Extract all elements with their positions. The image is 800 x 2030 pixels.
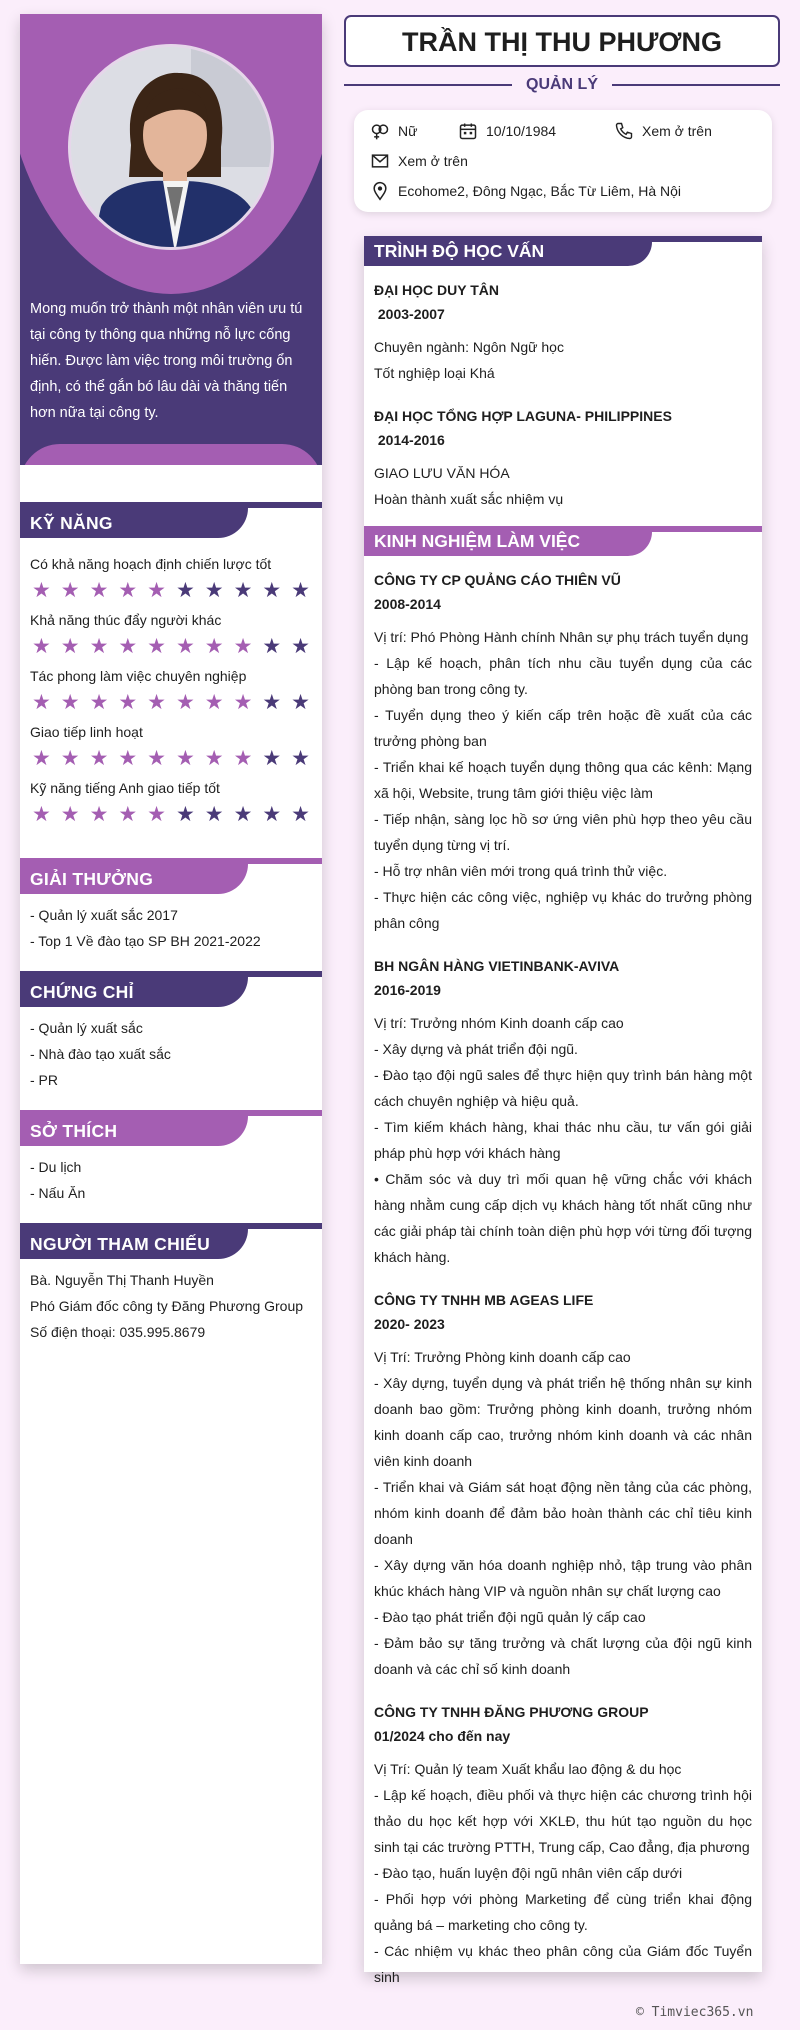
star-icon: ★	[89, 579, 109, 602]
star-icon: ★	[262, 747, 282, 770]
skills-section	[20, 502, 322, 826]
reference-name: Bà. Nguyễn Thị Thanh Huyền	[30, 1272, 214, 1288]
star-icon: ★	[118, 803, 138, 826]
star-icon: ★	[175, 747, 195, 770]
star-icon: ★	[204, 635, 224, 658]
star-icon: ★	[89, 803, 109, 826]
star-icon: ★	[262, 803, 282, 826]
candidate-name: TRẦN THỊ THU PHƯƠNG	[344, 15, 780, 67]
star-icon: ★	[204, 579, 224, 602]
skill-name: Kỹ năng tiếng Anh giao tiếp tốt	[30, 780, 220, 796]
star-icon: ★	[233, 803, 253, 826]
star-icon: ★	[89, 747, 109, 770]
skill-rating	[30, 580, 312, 602]
spacer	[374, 1270, 752, 1284]
star-icon: ★	[31, 635, 51, 658]
company-name: CÔNG TY TNHH MB AGEAS LIFE	[374, 1292, 594, 1308]
awards-section	[20, 858, 322, 954]
work-detail: - Xây dựng, tuyển dụng và phát triển hệ thống nhân sự kinh doanh bao gồm: Trưởng phòng kinh doanh, trưởng nhóm kinh doanh cấp cao, trưởng nhóm kinh doanh và các nhân viên kinh doanh	[374, 1375, 752, 1469]
star-icon: ★	[147, 579, 166, 602]
spacer	[374, 326, 752, 334]
list-item: - Du lịch	[30, 1159, 82, 1175]
star-icon: ★	[233, 691, 253, 714]
star-icon: ★	[60, 691, 80, 714]
skills-title: KỸ NĂNG	[30, 513, 113, 533]
work-detail: Vị trí: Phó Phòng Hành chính Nhân sự phụ trách tuyển dụng	[374, 629, 749, 645]
work-detail: - Lập kế hoạch, phân tích nhu cầu tuyển dụng của các phòng ban trong công ty.	[374, 655, 752, 697]
work-detail: - Hỗ trợ nhân viên mới trong quá trình thử việc.	[374, 863, 668, 879]
skill-name: Tác phong làm việc chuyên nghiệp	[30, 668, 247, 684]
company-name: BH NGÂN HÀNG VIETINBANK-AVIVA	[374, 958, 620, 974]
star-icon: ★	[118, 579, 138, 602]
reference-position: Phó Giám đốc công ty Đăng Phương Group	[30, 1298, 304, 1314]
references-header	[20, 1223, 322, 1259]
work-detail: - Phối hợp với phòng Marketing để cùng triển khai động quảng bá – marketing cho công ty.	[374, 1891, 752, 1933]
star-icon: ★	[233, 579, 253, 602]
skill-rating	[30, 636, 312, 658]
work-detail: - Thực hiện các công việc, nghiệp vụ khác do trưởng phòng phân công	[374, 889, 752, 931]
list-item: - Quản lý xuất sắc 2017	[30, 907, 178, 923]
list-item: - Top 1 Về đào tạo SP BH 2021-2022	[30, 933, 261, 949]
star-icon: ★	[60, 579, 80, 602]
reference-phone: Số điện thoại: 035.995.8679	[30, 1324, 206, 1340]
profile-panel	[20, 14, 322, 465]
certificates-section	[20, 971, 322, 1093]
awards-header	[20, 858, 322, 894]
work-detail: - Triển khai kế hoạch tuyển dụng thông qua các kênh: Mạng xã hội, Website, trung tâm giới thiệu việc làm	[374, 759, 752, 801]
star-icon: ★	[31, 747, 51, 770]
work-detail: - Triển khai và Giám sát hoạt động nền tảng của các phòng, nhóm kinh doanh để đảm bảo hoàn thành các chỉ tiêu kinh doanh	[374, 1479, 752, 1547]
company-name: CÔNG TY TNHH ĐĂNG PHƯƠNG GROUP	[374, 1704, 649, 1720]
gender-icon	[370, 121, 390, 141]
skill-name: Khả năng thúc đẩy người khác	[30, 612, 222, 628]
right-column	[364, 236, 762, 1985]
list-item: - Nhà đào tạo xuất sắc	[30, 1046, 171, 1062]
hobbies-title: SỞ THÍCH	[30, 1121, 118, 1141]
star-icon: ★	[204, 691, 224, 714]
references-section	[20, 1223, 322, 1345]
references-title: NGƯỜI THAM CHIẾU	[30, 1234, 211, 1254]
spacer	[374, 452, 752, 460]
education-detail: GIAO LƯU VĂN HÓA	[374, 465, 510, 481]
spacer	[374, 386, 752, 400]
profile-bottom-arc	[20, 444, 322, 465]
star-icon: ★	[262, 579, 282, 602]
skills-header	[20, 502, 322, 538]
footer-credit: © Timviec365.vn	[636, 2005, 754, 2020]
contact-box	[354, 110, 772, 212]
star-icon: ★	[291, 691, 310, 714]
star-icon: ★	[60, 747, 80, 770]
school-period: 2014-2016	[374, 432, 445, 448]
job-title: QUẢN LÝ	[512, 73, 612, 97]
phone-value: Xem ở trên	[642, 123, 712, 139]
phone-icon	[614, 121, 634, 141]
star-icon: ★	[291, 579, 310, 602]
work-detail: - Đào tạo đội ngũ sales để thực hiện quy trình bán hàng một cách chuyên nghiệp và hiệu quả.	[374, 1067, 752, 1109]
work-detail: Vị trí: Trưởng nhóm Kinh doanh cấp cao	[374, 1015, 624, 1031]
dob-value: 10/10/1984	[486, 123, 557, 139]
skill-rating	[30, 804, 312, 826]
work-detail: Vị Trí: Trưởng Phòng kinh doanh cấp cao	[374, 1349, 631, 1365]
star-icon: ★	[60, 635, 80, 658]
education-list	[364, 266, 762, 512]
skills-list	[20, 538, 322, 826]
star-icon: ★	[291, 747, 310, 770]
spacer	[374, 1682, 752, 1696]
spacer	[374, 1748, 752, 1756]
list-item: - Quản lý xuất sắc	[30, 1020, 143, 1036]
work-detail: - Tiếp nhận, sàng lọc hồ sơ ứng viên phù hợp theo yêu cầu tuyển dụng từng vị trí.	[374, 811, 752, 853]
work-detail: - Xây dựng văn hóa doanh nghiệp nhỏ, tập trung vào phân khúc khách hàng VIP và nguồn nhân sự chất lượng cao	[374, 1557, 752, 1599]
certificates-title: CHỨNG CHỈ	[30, 982, 134, 1002]
star-icon: ★	[204, 803, 224, 826]
left-column	[20, 14, 322, 1964]
references-list	[20, 1259, 322, 1345]
skill-rating	[30, 692, 312, 714]
work-period: 2008-2014	[374, 596, 441, 612]
experience-list	[364, 556, 762, 1990]
contact-dob	[458, 120, 556, 142]
star-icon: ★	[31, 691, 51, 714]
skill-rating	[30, 748, 312, 770]
experience-header	[364, 526, 762, 556]
school-name: ĐẠI HỌC DUY TÂN	[374, 282, 499, 298]
star-icon: ★	[175, 635, 195, 658]
contact-gender	[370, 120, 417, 142]
star-icon: ★	[175, 803, 195, 826]
star-icon: ★	[262, 691, 282, 714]
work-detail: - Xây dựng và phát triển đội ngũ.	[374, 1041, 578, 1057]
awards-list	[20, 894, 322, 954]
star-icon: ★	[147, 803, 166, 826]
spacer	[374, 936, 752, 950]
star-icon: ★	[233, 747, 253, 770]
star-icon: ★	[147, 635, 166, 658]
company-name: CÔNG TY CP QUẢNG CÁO THIÊN VŨ	[374, 572, 621, 588]
hobbies-list	[20, 1146, 322, 1206]
work-detail: - Đào tạo phát triển đội ngũ quản lý cấp cao	[374, 1609, 646, 1625]
certificates-header	[20, 971, 322, 1007]
star-icon: ★	[147, 747, 166, 770]
skill-name: Giao tiếp linh hoạt	[30, 724, 143, 740]
education-header	[364, 236, 762, 266]
education-detail: Tốt nghiệp loại Khá	[374, 365, 495, 381]
work-detail: - Tuyển dụng theo ý kiến cấp trên hoặc đề xuất của các trưởng phòng ban	[374, 707, 752, 749]
list-item: - PR	[30, 1072, 58, 1088]
star-icon: ★	[262, 635, 282, 658]
education-title: TRÌNH ĐỘ HỌC VẤN	[374, 241, 545, 261]
hobbies-header	[20, 1110, 322, 1146]
star-icon: ★	[118, 635, 138, 658]
star-icon: ★	[291, 803, 310, 826]
work-period: 01/2024 cho đến nay	[374, 1728, 511, 1744]
school-period: 2003-2007	[374, 306, 445, 322]
calendar-icon	[458, 121, 478, 141]
star-icon: ★	[31, 579, 51, 602]
work-detail: - Lập kế hoạch, điều phối và thực hiện các chương trình hội thảo du học kết hợp với XKLĐ, thu hút tạo nguồn du học sinh tại các trường PTTH, Trung cấp, Cao đẳng, địa phương	[374, 1787, 752, 1855]
work-detail: Vị Trí: Quản lý team Xuất khẩu lao động & du học	[374, 1761, 682, 1777]
spacer	[374, 1336, 752, 1344]
address-value: Ecohome2, Đông Ngạc, Bắc Từ Liêm, Hà Nội	[398, 183, 682, 199]
contact-phone	[614, 120, 712, 142]
star-icon: ★	[89, 691, 109, 714]
avatar-illustration	[71, 47, 274, 250]
skill-name: Có khả năng hoạch định chiến lược tốt	[30, 556, 272, 572]
star-icon: ★	[118, 747, 138, 770]
spacer	[374, 616, 752, 624]
work-period: 2016-2019	[374, 982, 441, 998]
work-detail: - Đảm bảo sự tăng trưởng và chất lượng của đội ngũ kinh doanh và các chỉ số kinh doanh	[374, 1635, 752, 1677]
contact-address	[370, 180, 681, 202]
spacer	[374, 1002, 752, 1010]
profile-photo	[68, 44, 274, 250]
gender-value: Nữ	[398, 123, 418, 139]
star-icon: ★	[204, 747, 224, 770]
work-detail: • Chăm sóc và duy trì mối quan hệ vững chắc với khách hàng nhằm cung cấp dịch vụ khách hàng tốt nhất cũng như các giải pháp tài chính toàn diện phù hợp với từng đối tượng khách hàng.	[374, 1171, 752, 1265]
star-icon: ★	[31, 803, 51, 826]
education-detail: Chuyên ngành: Ngôn Ngữ học	[374, 339, 564, 355]
star-icon: ★	[175, 691, 195, 714]
email-icon	[370, 151, 390, 171]
work-detail: - Các nhiệm vụ khác theo phân công của Giám đốc Tuyển sinh	[374, 1943, 752, 1985]
star-icon: ★	[291, 635, 310, 658]
star-icon: ★	[118, 691, 138, 714]
school-name: ĐẠI HỌC TỔNG HỢP LAGUNA- PHILIPPINES	[374, 408, 672, 424]
work-period: 2020- 2023	[374, 1316, 445, 1332]
awards-title: GIẢI THƯỞNG	[30, 869, 154, 889]
star-icon: ★	[89, 635, 109, 658]
location-icon	[370, 181, 390, 201]
certificates-list	[20, 1007, 322, 1093]
contact-email	[370, 150, 468, 172]
star-icon: ★	[233, 635, 253, 658]
work-detail: - Đào tạo, huấn luyện đội ngũ nhân viên cấp dưới	[374, 1865, 683, 1881]
star-icon: ★	[175, 579, 195, 602]
star-icon: ★	[147, 691, 166, 714]
email-value: Xem ở trên	[398, 153, 468, 169]
work-detail: - Tìm kiếm khách hàng, khai thác nhu cầu, tư vấn gói giải pháp phù hợp với khách hàng	[374, 1119, 752, 1161]
star-icon: ★	[60, 803, 80, 826]
career-objective: Mong muốn trở thành một nhân viên ưu tú tại công ty thông qua những nỗ lực cống hiến. Được làm việc trong môi trường ổn định, có thể gắn bó lâu dài và thăng tiến hơn nữa tại công ty.	[30, 301, 303, 421]
list-item: - Nấu Ăn	[30, 1185, 86, 1201]
education-detail: Hoàn thành xuất sắc nhiệm vụ	[374, 491, 564, 507]
experience-title: KINH NGHIỆM LÀM VIỆC	[374, 531, 581, 551]
hobbies-section	[20, 1110, 322, 1206]
